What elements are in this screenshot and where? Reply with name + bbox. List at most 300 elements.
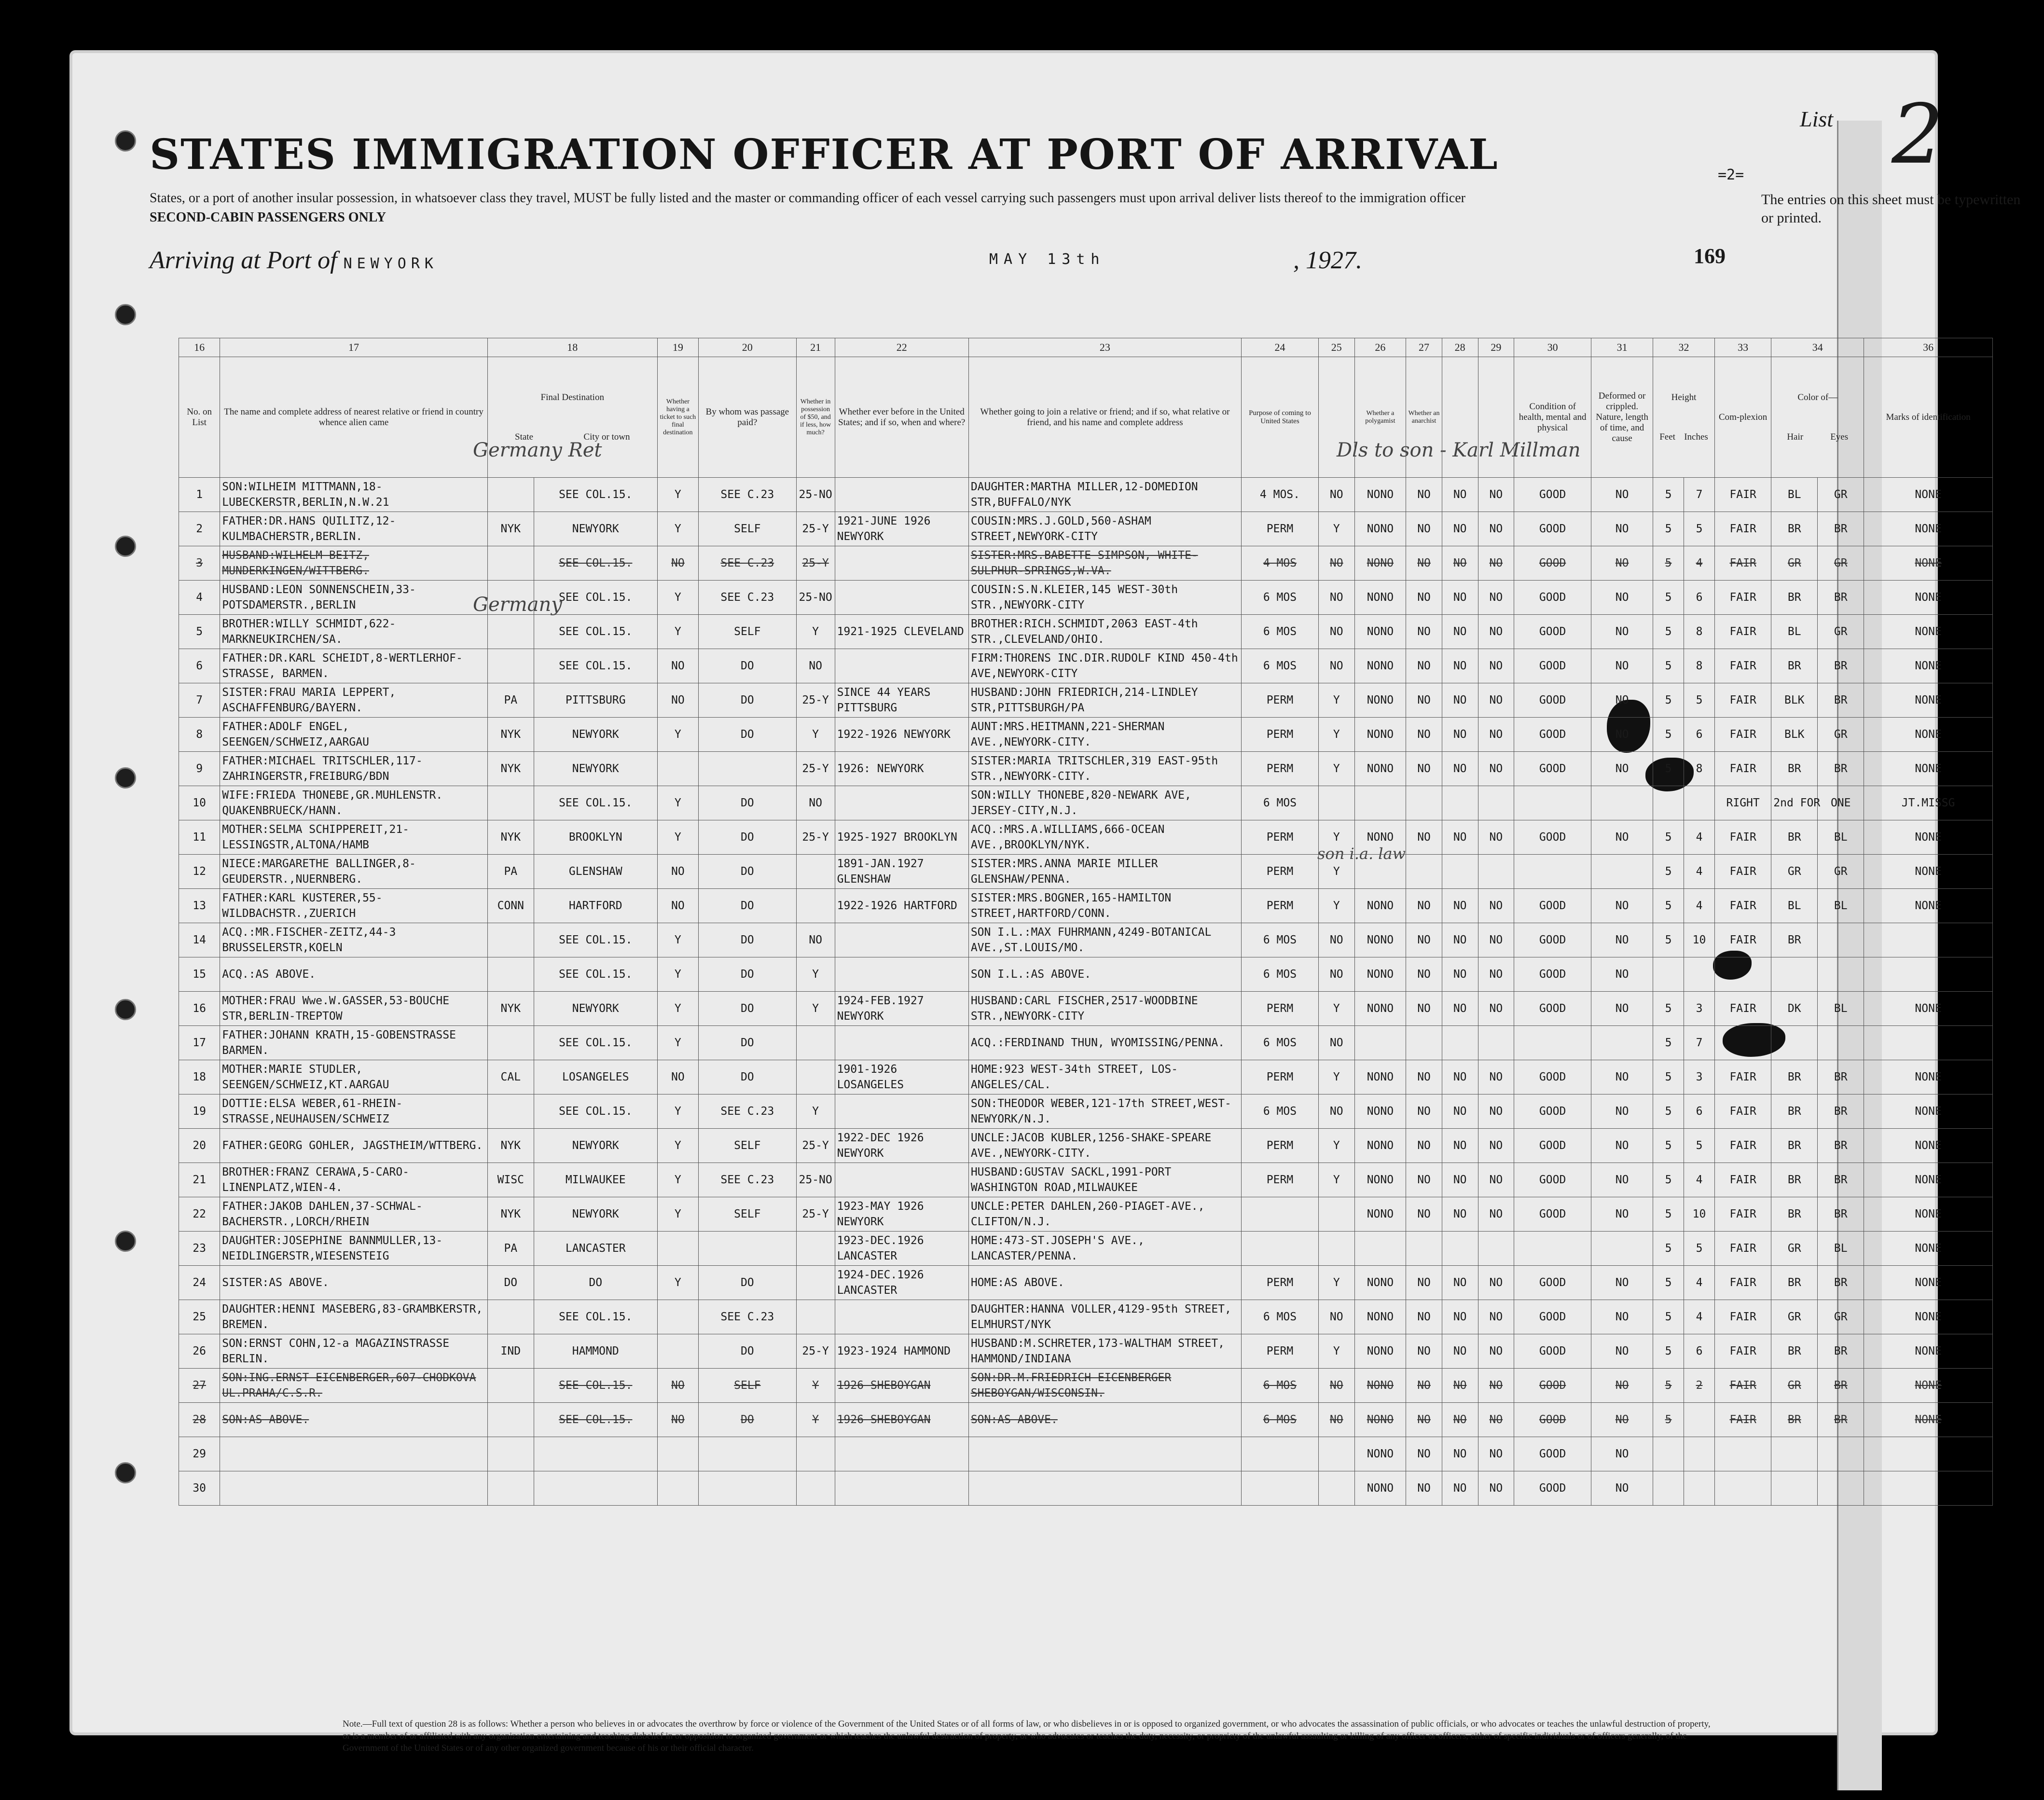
polygamist-cell bbox=[1354, 1232, 1406, 1266]
ticket-cell: Y bbox=[657, 1026, 698, 1060]
feet-cell: 5 bbox=[1653, 718, 1684, 752]
inches-cell bbox=[1684, 1403, 1715, 1437]
relative-cell: SON:ING.ERNST EICENBERGER,607-CHODKOVA UL.PRAHA/C.S.R. bbox=[220, 1369, 488, 1403]
hair-cell: BL bbox=[1771, 615, 1818, 649]
health-cell: GOOD bbox=[1514, 683, 1591, 718]
col25-cell: NO bbox=[1318, 957, 1354, 992]
table-row bbox=[179, 1163, 1993, 1197]
relative-cell: SON:WILHEIM MITTMANN,18-LUBECKERSTR,BERLIN,N.W.21 bbox=[220, 478, 488, 512]
hair-cell: BR bbox=[1771, 581, 1818, 615]
city-cell bbox=[534, 1437, 657, 1471]
deformed-cell: NO bbox=[1591, 581, 1653, 615]
going-to-cell bbox=[968, 1471, 1241, 1506]
table-row bbox=[179, 581, 1993, 615]
going-to-cell: SON I.L.:MAX FUHRMANN,4249-BOTANICAL AVE.,ST.LOUIS/MO. bbox=[968, 923, 1241, 957]
purpose-cell: 6 MOS bbox=[1242, 1026, 1319, 1060]
header-col-29 bbox=[1478, 357, 1514, 478]
col29-cell: NO bbox=[1478, 1060, 1514, 1094]
before-cell: 1926: NEWYORK bbox=[835, 752, 968, 786]
col25-cell: Y bbox=[1318, 752, 1354, 786]
marks-cell: NONE bbox=[1864, 615, 1993, 649]
instruction-line: States, or a port of another insular possession, in whatsoever class they travel, MUST be fully listed and the master or commanding officer of each vessel carrying such passengers must upon arrival deliver lists thereof to the immigration officer bbox=[150, 191, 1465, 206]
col-number: 34 bbox=[1771, 338, 1864, 357]
hair-cell: BR bbox=[1771, 1129, 1818, 1163]
before-cell: 1922-1926 HARTFORD bbox=[835, 889, 968, 923]
col25-cell bbox=[1318, 1197, 1354, 1232]
deformed-cell: NO bbox=[1591, 752, 1653, 786]
before-cell bbox=[835, 1094, 968, 1129]
hair-cell: BR bbox=[1771, 1094, 1818, 1129]
state-cell bbox=[487, 478, 534, 512]
col-number: 25 bbox=[1318, 338, 1354, 357]
marks-cell: NONE bbox=[1864, 855, 1993, 889]
inches-cell: 10 bbox=[1684, 1197, 1715, 1232]
fifty-cell: 25-Y bbox=[796, 820, 835, 855]
city-cell: MILWAUKEE bbox=[534, 1163, 657, 1197]
row-number: 23 bbox=[179, 1232, 220, 1266]
relative-cell: MOTHER:MARIE STUDLER, SEENGEN/SCHWEIZ,KT.AARGAU bbox=[220, 1060, 488, 1094]
col28-cell: NO bbox=[1442, 1060, 1478, 1094]
purpose-cell bbox=[1242, 1471, 1319, 1506]
city-cell: NEWYORK bbox=[534, 1197, 657, 1232]
ticket-cell: Y bbox=[657, 581, 698, 615]
feet-cell: 5 bbox=[1653, 478, 1684, 512]
purpose-cell: 6 MOS bbox=[1242, 923, 1319, 957]
col28-cell: NO bbox=[1442, 649, 1478, 683]
state-cell: DO bbox=[487, 1266, 534, 1300]
hair-cell: BR bbox=[1771, 1060, 1818, 1094]
complexion-cell: FAIR bbox=[1714, 1334, 1771, 1369]
complexion-cell: FAIR bbox=[1714, 1266, 1771, 1300]
col-number: 18 bbox=[487, 338, 657, 357]
inches-cell bbox=[1684, 1437, 1715, 1471]
before-cell: 1923-DEC.1926 LANCASTER bbox=[835, 1232, 968, 1266]
col-number: 28 bbox=[1442, 338, 1478, 357]
polygamist-cell: NONO bbox=[1354, 923, 1406, 957]
city-cell: NEWYORK bbox=[534, 752, 657, 786]
complexion-cell: FAIR bbox=[1714, 478, 1771, 512]
going-to-cell: AUNT:MRS.HEITMANN,221-SHERMAN AVE.,NEWYORK-CITY. bbox=[968, 718, 1241, 752]
health-cell bbox=[1514, 786, 1591, 820]
inches-cell: 8 bbox=[1684, 615, 1715, 649]
feet-cell: 5 bbox=[1653, 889, 1684, 923]
feet-cell: 5 bbox=[1653, 1300, 1684, 1334]
marks-cell: NONE bbox=[1864, 1266, 1993, 1300]
before-cell bbox=[835, 1163, 968, 1197]
relative-cell: HUSBAND:WILHELM BEITZ, MUNDERKINGEN/WITTBERG. bbox=[220, 546, 488, 581]
hair-cell: GR bbox=[1771, 546, 1818, 581]
col28-cell: NO bbox=[1442, 957, 1478, 992]
col25-cell: Y bbox=[1318, 1163, 1354, 1197]
col25-cell: NO bbox=[1318, 1026, 1354, 1060]
ticket-cell: NO bbox=[657, 1403, 698, 1437]
hair-cell: BR bbox=[1771, 649, 1818, 683]
going-to-cell: HOME:923 WEST-34th STREET, LOS-ANGELES/CAL. bbox=[968, 1060, 1241, 1094]
purpose-cell: PERM bbox=[1242, 1129, 1319, 1163]
state-cell bbox=[487, 923, 534, 957]
header-deformed: Deformed or crippled. Nature, length of time, and cause bbox=[1591, 357, 1653, 478]
footnote: Note.—Full text of question 28 is as follows: Whether a person who believes in or advocates the overthrow by force or violence of the Government of the United States or of all forms of law, or who disbelieves in or is opposed to organized government, or who advocates the assassination of public officials, or who advocates or teaches the unlawful destruction of property, or is a member of or affiliated with any organization entertaining and teaching disbelief in or opposition to organized government or which teaches the unlawful destruction of property, or who advocates or teaches the duty, necessity, or propriety of the unlawful assaulting or killing of any officer or officers, either of specific individuals or of officers generally, of the Government of the United States or of any other organized government because of his or their official character. bbox=[343, 1719, 1711, 1753]
polygamist-cell: NONO bbox=[1354, 820, 1406, 855]
complexion-cell bbox=[1714, 1437, 1771, 1471]
feet-cell bbox=[1653, 1471, 1684, 1506]
feet-cell: 5 bbox=[1653, 1266, 1684, 1300]
header-polygamist: Whether a polygamist bbox=[1354, 357, 1406, 478]
marks-cell: NONE bbox=[1864, 1369, 1993, 1403]
health-cell: GOOD bbox=[1514, 615, 1591, 649]
state-cell: PA bbox=[487, 1232, 534, 1266]
col29-cell: NO bbox=[1478, 1163, 1514, 1197]
col29-cell: NO bbox=[1478, 1300, 1514, 1334]
going-to-cell: SON:DR.M.FRIEDRICH EICENBERGER SHEBOYGAN/WISCONSIN. bbox=[968, 1369, 1241, 1403]
polygamist-cell: NONO bbox=[1354, 1300, 1406, 1334]
row-number: 15 bbox=[179, 957, 220, 992]
paid-cell: SEE C.23 bbox=[699, 546, 797, 581]
col29-cell bbox=[1478, 1026, 1514, 1060]
table-row bbox=[179, 1300, 1993, 1334]
feet-cell: 5 bbox=[1653, 512, 1684, 546]
going-to-cell: COUSIN:MRS.J.GOLD,560-ASHAM STREET,NEWYORK-CITY bbox=[968, 512, 1241, 546]
hair-cell: GR bbox=[1771, 1232, 1818, 1266]
manifest-sheet bbox=[72, 53, 2021, 1753]
col29-cell: NO bbox=[1478, 957, 1514, 992]
row-number: 3 bbox=[179, 546, 220, 581]
polygamist-cell: NONO bbox=[1354, 718, 1406, 752]
health-cell: GOOD bbox=[1514, 752, 1591, 786]
fifty-cell: Y bbox=[796, 718, 835, 752]
feet-cell: 5 bbox=[1653, 1163, 1684, 1197]
row-number: 22 bbox=[179, 1197, 220, 1232]
col28-cell: NO bbox=[1442, 581, 1478, 615]
feet-label: Feet bbox=[1659, 431, 1675, 442]
purpose-cell: PERM bbox=[1242, 1163, 1319, 1197]
deformed-cell: NO bbox=[1591, 546, 1653, 581]
before-cell: 1924-FEB.1927 NEWYORK bbox=[835, 992, 968, 1026]
inches-cell: 4 bbox=[1684, 889, 1715, 923]
anarchist-cell: NO bbox=[1406, 1197, 1442, 1232]
table-row bbox=[179, 649, 1993, 683]
col25-cell: NO bbox=[1318, 1403, 1354, 1437]
polygamist-cell: NONO bbox=[1354, 992, 1406, 1026]
before-cell bbox=[835, 478, 968, 512]
row-number: 26 bbox=[179, 1334, 220, 1369]
fifty-cell bbox=[796, 1300, 835, 1334]
relative-cell: ACQ.:AS ABOVE. bbox=[220, 957, 488, 992]
binder-hole bbox=[115, 999, 136, 1020]
polygamist-cell bbox=[1354, 1026, 1406, 1060]
polygamist-cell: NONO bbox=[1354, 683, 1406, 718]
deformed-cell: NO bbox=[1591, 889, 1653, 923]
ticket-cell: NO bbox=[657, 683, 698, 718]
before-cell bbox=[835, 546, 968, 581]
col29-cell: NO bbox=[1478, 923, 1514, 957]
row-number: 30 bbox=[179, 1471, 220, 1506]
health-cell: GOOD bbox=[1514, 649, 1591, 683]
typewritten-note: The entries on this sheet must be typewritten or printed. bbox=[1761, 192, 2021, 226]
row-number: 2 bbox=[179, 512, 220, 546]
deformed-cell bbox=[1591, 786, 1653, 820]
paid-cell: DO bbox=[699, 649, 797, 683]
inches-cell: 6 bbox=[1684, 581, 1715, 615]
polygamist-cell: NONO bbox=[1354, 1163, 1406, 1197]
state-cell: NYK bbox=[487, 752, 534, 786]
col28-cell: NO bbox=[1442, 1437, 1478, 1471]
deformed-cell: NO bbox=[1591, 1060, 1653, 1094]
row-number: 13 bbox=[179, 889, 220, 923]
feet-cell: 5 bbox=[1653, 615, 1684, 649]
fifty-cell: Y bbox=[796, 1094, 835, 1129]
col28-cell: NO bbox=[1442, 1369, 1478, 1403]
row-number: 10 bbox=[179, 786, 220, 820]
going-to-cell: SON:AS ABOVE. bbox=[968, 1403, 1241, 1437]
anarchist-cell bbox=[1406, 786, 1442, 820]
complexion-cell bbox=[1714, 957, 1771, 992]
going-to-cell: COUSIN:S.N.KLEIER,145 WEST-30th STR.,NEWYORK-CITY bbox=[968, 581, 1241, 615]
state-cell bbox=[487, 1094, 534, 1129]
fifty-cell bbox=[796, 1437, 835, 1471]
inches-cell: 4 bbox=[1684, 1163, 1715, 1197]
paid-cell: DO bbox=[699, 923, 797, 957]
ticket-cell: NO bbox=[657, 1060, 698, 1094]
table-row bbox=[179, 1471, 1993, 1506]
col28-cell: NO bbox=[1442, 1266, 1478, 1300]
city-label: City or town bbox=[583, 431, 630, 442]
deformed-cell: NO bbox=[1591, 820, 1653, 855]
city-cell: SEE COL.15. bbox=[534, 649, 657, 683]
eyes-cell: GR bbox=[1818, 1300, 1864, 1334]
paid-cell: DO bbox=[699, 1334, 797, 1369]
col28-cell: NO bbox=[1442, 992, 1478, 1026]
row-number: 25 bbox=[179, 1300, 220, 1334]
col25-cell: NO bbox=[1318, 615, 1354, 649]
col28-cell bbox=[1442, 786, 1478, 820]
health-cell: GOOD bbox=[1514, 889, 1591, 923]
row-number: 21 bbox=[179, 1163, 220, 1197]
inches-cell bbox=[1684, 786, 1715, 820]
city-cell: SEE COL.15. bbox=[534, 1026, 657, 1060]
col28-cell: NO bbox=[1442, 546, 1478, 581]
binder-hole bbox=[115, 767, 136, 789]
col28-cell: NO bbox=[1442, 752, 1478, 786]
purpose-cell: PERM bbox=[1242, 820, 1319, 855]
paid-cell: SELF bbox=[699, 1197, 797, 1232]
purpose-cell: PERM bbox=[1242, 718, 1319, 752]
complexion-cell: FAIR bbox=[1714, 1232, 1771, 1266]
relative-cell: DAUGHTER:JOSEPHINE BANNMULLER,13-NEIDLINGERSTR,WIESENSTEIG bbox=[220, 1232, 488, 1266]
relative-cell: HUSBAND:LEON SONNENSCHEIN,33-POTSDAMERSTR.,BERLIN bbox=[220, 581, 488, 615]
col28-cell: NO bbox=[1442, 478, 1478, 512]
city-cell: SEE COL.15. bbox=[534, 1300, 657, 1334]
marks-cell: NONE bbox=[1864, 718, 1993, 752]
ticket-cell: Y bbox=[657, 1266, 698, 1300]
feet-inches-labels bbox=[1655, 432, 1713, 443]
going-to-cell bbox=[968, 1437, 1241, 1471]
ticket-cell: NO bbox=[657, 855, 698, 889]
health-cell: GOOD bbox=[1514, 1094, 1591, 1129]
deformed-cell: NO bbox=[1591, 1437, 1653, 1471]
col29-cell: NO bbox=[1478, 683, 1514, 718]
port-value: NEWYORK bbox=[343, 255, 438, 272]
anarchist-cell: NO bbox=[1406, 957, 1442, 992]
arrival-date: MAY 13th bbox=[989, 251, 1105, 268]
hair-cell: BR bbox=[1771, 923, 1818, 957]
table-row bbox=[179, 855, 1993, 889]
marks-cell: NONE bbox=[1864, 512, 1993, 546]
header-color-of bbox=[1771, 357, 1864, 478]
ticket-cell: Y bbox=[657, 957, 698, 992]
table-row bbox=[179, 478, 1993, 512]
city-cell: SEE COL.15. bbox=[534, 615, 657, 649]
cabin-class: SECOND-CABIN PASSENGERS ONLY bbox=[150, 210, 387, 225]
ticket-cell: Y bbox=[657, 1163, 698, 1197]
city-cell: SEE COL.15. bbox=[534, 581, 657, 615]
col25-cell: Y bbox=[1318, 1060, 1354, 1094]
col25-cell: NO bbox=[1318, 1300, 1354, 1334]
deformed-cell: NO bbox=[1591, 683, 1653, 718]
handwritten-note: Dls to son - Karl Millman bbox=[1337, 439, 1581, 461]
table-row bbox=[179, 992, 1993, 1026]
health-cell: GOOD bbox=[1514, 718, 1591, 752]
eyes-cell: BR bbox=[1818, 1163, 1864, 1197]
color-of-label: Color of— bbox=[1797, 392, 1838, 402]
list-number: 2 bbox=[1892, 87, 1944, 182]
polygamist-cell: NONO bbox=[1354, 1266, 1406, 1300]
marks-cell: NONE bbox=[1864, 1129, 1993, 1163]
col-number: 31 bbox=[1591, 338, 1653, 357]
going-to-cell: ACQ.:MRS.A.WILLIAMS,666-OCEAN AVE.,BROOKLYN/NYK. bbox=[968, 820, 1241, 855]
table-row bbox=[179, 923, 1993, 957]
fifty-cell bbox=[796, 1026, 835, 1060]
city-cell: SEE COL.15. bbox=[534, 957, 657, 992]
marks-cell: NONE bbox=[1864, 992, 1993, 1026]
complexion-cell: FAIR bbox=[1714, 1369, 1771, 1403]
state-cell: WISC bbox=[487, 1163, 534, 1197]
hair-cell: GR bbox=[1771, 1369, 1818, 1403]
purpose-cell: PERM bbox=[1242, 889, 1319, 923]
table-row bbox=[179, 683, 1993, 718]
complexion-cell: FAIR bbox=[1714, 649, 1771, 683]
relative-cell: SON:AS ABOVE. bbox=[220, 1403, 488, 1437]
col29-cell: NO bbox=[1478, 1437, 1514, 1471]
col25-cell: Y bbox=[1318, 683, 1354, 718]
complexion-cell: FAIR bbox=[1714, 1163, 1771, 1197]
hair-cell bbox=[1771, 1471, 1818, 1506]
relative-cell bbox=[220, 1471, 488, 1506]
ticket-cell: Y bbox=[657, 1094, 698, 1129]
complexion-cell: FAIR bbox=[1714, 512, 1771, 546]
table-row bbox=[179, 752, 1993, 786]
fifty-cell bbox=[796, 1060, 835, 1094]
inches-cell: 7 bbox=[1684, 478, 1715, 512]
purpose-cell: 6 MOS bbox=[1242, 615, 1319, 649]
state-cell bbox=[487, 1403, 534, 1437]
arriving-label: Arriving at Port of bbox=[150, 247, 337, 274]
complexion-cell: FAIR bbox=[1714, 923, 1771, 957]
anarchist-cell: NO bbox=[1406, 1471, 1442, 1506]
state-cell bbox=[487, 957, 534, 992]
before-cell: SINCE 44 YEARS PITTSBURG bbox=[835, 683, 968, 718]
col25-cell: Y bbox=[1318, 820, 1354, 855]
purpose-cell: 6 MOS bbox=[1242, 1300, 1319, 1334]
header-no-on-list: No. on List bbox=[179, 357, 220, 478]
marks-cell: NONE bbox=[1864, 683, 1993, 718]
marks-cell: NONE bbox=[1864, 1300, 1993, 1334]
polygamist-cell: NONO bbox=[1354, 1060, 1406, 1094]
eyes-cell: GR bbox=[1818, 546, 1864, 581]
anarchist-cell: NO bbox=[1406, 1369, 1442, 1403]
handwritten-note: Germany bbox=[473, 594, 562, 616]
row-number: 6 bbox=[179, 649, 220, 683]
feet-cell: 5 bbox=[1653, 1232, 1684, 1266]
ticket-cell: Y bbox=[657, 992, 698, 1026]
complexion-cell bbox=[1714, 1026, 1771, 1060]
inches-cell: 5 bbox=[1684, 1129, 1715, 1163]
col-number: 30 bbox=[1514, 338, 1591, 357]
col29-cell bbox=[1478, 1232, 1514, 1266]
health-cell: GOOD bbox=[1514, 820, 1591, 855]
paid-cell: DO bbox=[699, 820, 797, 855]
before-cell bbox=[835, 786, 968, 820]
complexion-cell: FAIR bbox=[1714, 1060, 1771, 1094]
deformed-cell: NO bbox=[1591, 1471, 1653, 1506]
marks-cell: NONE bbox=[1864, 581, 1993, 615]
binder-hole bbox=[115, 536, 136, 557]
purpose-cell: 6 MOS bbox=[1242, 786, 1319, 820]
inches-cell: 5 bbox=[1684, 512, 1715, 546]
before-cell: 1922-1926 NEWYORK bbox=[835, 718, 968, 752]
city-cell: SEE COL.15. bbox=[534, 923, 657, 957]
hair-cell: BL bbox=[1771, 478, 1818, 512]
hair-cell bbox=[1771, 1026, 1818, 1060]
binder-hole bbox=[115, 304, 136, 325]
row-number: 12 bbox=[179, 855, 220, 889]
purpose-cell: PERM bbox=[1242, 855, 1319, 889]
deformed-cell: NO bbox=[1591, 1094, 1653, 1129]
hair-cell bbox=[1771, 957, 1818, 992]
col25-cell: Y bbox=[1318, 855, 1354, 889]
marks-cell: NONE bbox=[1864, 1403, 1993, 1437]
eyes-cell: BR bbox=[1818, 581, 1864, 615]
fifty-cell: Y bbox=[796, 992, 835, 1026]
marks-cell: NONE bbox=[1864, 1094, 1993, 1129]
fifty-cell bbox=[796, 1266, 835, 1300]
inches-cell: 5 bbox=[1684, 1232, 1715, 1266]
complexion-cell: FAIR bbox=[1714, 1129, 1771, 1163]
col-number: 16 bbox=[179, 338, 220, 357]
state-cell: NYK bbox=[487, 512, 534, 546]
paid-cell bbox=[699, 752, 797, 786]
binder-hole bbox=[115, 1231, 136, 1252]
state-cell bbox=[487, 1300, 534, 1334]
eyes-cell: BR bbox=[1818, 1266, 1864, 1300]
city-cell: PITTSBURG bbox=[534, 683, 657, 718]
marks-cell: NONE bbox=[1864, 1232, 1993, 1266]
deformed-cell bbox=[1591, 855, 1653, 889]
health-cell: GOOD bbox=[1514, 957, 1591, 992]
anarchist-cell: NO bbox=[1406, 1129, 1442, 1163]
polygamist-cell bbox=[1354, 786, 1406, 820]
eyes-cell: ONE bbox=[1818, 786, 1864, 820]
feet-cell: 5 bbox=[1653, 1129, 1684, 1163]
fifty-cell: Y bbox=[796, 957, 835, 992]
polygamist-cell: NONO bbox=[1354, 1369, 1406, 1403]
ticket-cell: Y bbox=[657, 718, 698, 752]
eyes-cell: BR bbox=[1818, 752, 1864, 786]
state-cell: CAL bbox=[487, 1060, 534, 1094]
binder-hole bbox=[115, 130, 136, 152]
col28-cell bbox=[1442, 855, 1478, 889]
polygamist-cell: NONO bbox=[1354, 615, 1406, 649]
